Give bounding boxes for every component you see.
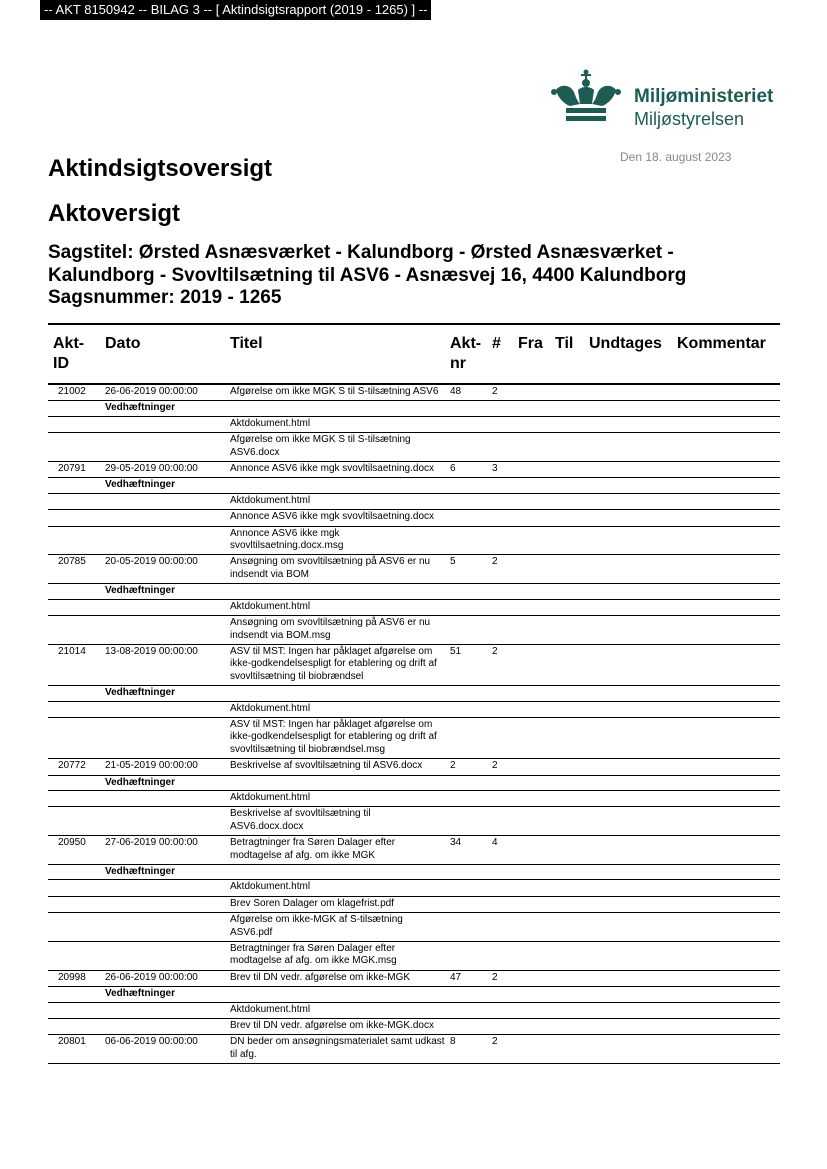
empty-cell	[445, 880, 487, 896]
empty-cell	[487, 717, 513, 758]
attachment-row	[48, 433, 780, 462]
attachment-name: ASV til MST: Ingen har påklaget afgørelse om ikke-godkendelsespligt for etablering og drift af svovltilsætning til biobrændsel.msg	[225, 717, 445, 758]
title-cell: Annonce ASV6 ikke mgk svovltilsaetning.docx	[225, 462, 445, 478]
empty-cell	[584, 462, 672, 478]
table-row	[48, 384, 780, 401]
count-cell: 2	[487, 644, 513, 685]
count-cell: 2	[487, 759, 513, 775]
empty-cell	[48, 896, 100, 912]
empty-cell	[584, 1002, 672, 1018]
empty-cell	[487, 807, 513, 836]
table-row	[48, 759, 780, 775]
empty-cell	[672, 717, 780, 758]
empty-cell	[584, 1019, 672, 1035]
table-row	[48, 970, 780, 986]
empty-cell	[550, 555, 584, 584]
attachments-header-row	[48, 584, 780, 599]
empty-cell	[48, 790, 100, 806]
empty-cell	[584, 701, 672, 717]
empty-cell	[487, 1002, 513, 1018]
akt-nr-cell: 6	[445, 462, 487, 478]
date-cell: 29-05-2019 00:00:00	[100, 462, 225, 478]
documents-table	[48, 323, 780, 1064]
empty-cell	[513, 433, 550, 462]
attachment-name: Aktdokument.html	[225, 493, 445, 509]
attachment-row	[48, 880, 780, 896]
empty-cell	[672, 896, 780, 912]
empty-cell	[550, 526, 584, 555]
attachment-row	[48, 616, 780, 645]
empty-cell	[48, 493, 100, 509]
empty-cell	[48, 616, 100, 645]
empty-cell	[445, 717, 487, 758]
table-row	[48, 1035, 780, 1064]
date-cell: 06-06-2019 00:00:00	[100, 1035, 225, 1064]
empty-cell	[550, 880, 584, 896]
empty-cell	[100, 701, 225, 717]
akt-nr-cell: 2	[445, 759, 487, 775]
empty-cell	[584, 616, 672, 645]
attachments-label: Vedhæftninger	[100, 686, 780, 701]
attachment-name: Aktdokument.html	[225, 416, 445, 432]
ministry-logo	[550, 68, 790, 138]
attachments-label: Vedhæftninger	[100, 478, 780, 493]
empty-cell	[672, 526, 780, 555]
attachment-name: Aktdokument.html	[225, 1002, 445, 1018]
empty-cell	[100, 807, 225, 836]
attachment-name: Aktdokument.html	[225, 880, 445, 896]
empty-cell	[584, 1035, 672, 1064]
empty-cell	[550, 599, 584, 615]
empty-cell	[513, 644, 550, 685]
attachments-label: Vedhæftninger	[100, 865, 780, 880]
empty-cell	[550, 836, 584, 865]
empty-cell	[550, 807, 584, 836]
empty-cell	[487, 510, 513, 526]
empty-cell	[445, 493, 487, 509]
empty-cell	[513, 1035, 550, 1064]
empty-cell	[672, 970, 780, 986]
empty-cell	[584, 555, 672, 584]
empty-cell	[550, 416, 584, 432]
empty-cell	[550, 896, 584, 912]
empty-cell	[445, 599, 487, 615]
col-kommentar: Kommentar	[677, 335, 766, 352]
empty-cell	[48, 1019, 100, 1035]
empty-cell	[487, 790, 513, 806]
empty-cell	[487, 493, 513, 509]
empty-cell	[100, 510, 225, 526]
attachment-row	[48, 599, 780, 615]
empty-cell	[48, 526, 100, 555]
empty-cell	[487, 433, 513, 462]
crown-icon	[550, 68, 622, 128]
empty-cell	[100, 717, 225, 758]
empty-cell	[445, 913, 487, 942]
page-subtitle: Aktoversigt	[48, 200, 181, 227]
attachment-name: Aktdokument.html	[225, 599, 445, 615]
case-stamp: -- AKT 8150942 -- BILAG 3 -- [ Aktindsigtsrapport (2019 - 1265) ] --	[40, 0, 431, 20]
empty-cell	[48, 701, 100, 717]
count-cell: 2	[487, 970, 513, 986]
empty-cell	[672, 462, 780, 478]
count-cell: 2	[487, 384, 513, 401]
attachments-label: Vedhæftninger	[100, 401, 780, 416]
count-cell: 2	[487, 555, 513, 584]
empty-cell	[672, 1019, 780, 1035]
empty-cell	[48, 686, 100, 701]
empty-cell	[100, 1019, 225, 1035]
table-row	[48, 644, 780, 685]
empty-cell	[445, 896, 487, 912]
empty-cell	[48, 865, 100, 880]
empty-cell	[48, 717, 100, 758]
attachment-row	[48, 1019, 780, 1035]
empty-cell	[550, 384, 584, 401]
empty-cell	[513, 836, 550, 865]
attachment-name: Brev Soren Dalager om klagefrist.pdf	[225, 896, 445, 912]
empty-cell	[550, 644, 584, 685]
empty-cell	[672, 433, 780, 462]
akt-id-cell: 20998	[48, 970, 100, 986]
empty-cell	[550, 759, 584, 775]
empty-cell	[672, 493, 780, 509]
akt-nr-cell: 48	[445, 384, 487, 401]
empty-cell	[445, 701, 487, 717]
empty-cell	[513, 701, 550, 717]
count-cell: 3	[487, 462, 513, 478]
empty-cell	[584, 836, 672, 865]
date-cell: 26-06-2019 00:00:00	[100, 384, 225, 401]
attachment-row	[48, 790, 780, 806]
empty-cell	[100, 526, 225, 555]
table-header	[48, 324, 780, 384]
attachment-row	[48, 701, 780, 717]
empty-cell	[487, 526, 513, 555]
akt-nr-cell: 8	[445, 1035, 487, 1064]
empty-cell	[513, 913, 550, 942]
title-cell: Betragtninger fra Søren Dalager efter modtagelse af afg. om ikke MGK	[225, 836, 445, 865]
empty-cell	[584, 942, 672, 971]
akt-id-cell: 20772	[48, 759, 100, 775]
empty-cell	[584, 433, 672, 462]
attachment-name: Annonce ASV6 ikke mgk svovltilsaetning.docx	[225, 510, 445, 526]
attachment-name: Brev til DN vedr. afgørelse om ikke-MGK.docx	[225, 1019, 445, 1035]
empty-cell	[672, 790, 780, 806]
attachment-row	[48, 416, 780, 432]
attachment-row	[48, 913, 780, 942]
count-cell: 4	[487, 836, 513, 865]
empty-cell	[672, 942, 780, 971]
case-title: Sagstitel: Ørsted Asnæsværket - Kalundborg - Ørsted Asnæsværket - Kalundborg - Svovltilsætning til ASV6 - Asnæsvej 16, 4400 Kalundborg	[48, 242, 687, 286]
case-number: Sagsnummer: 2019 - 1265	[48, 287, 282, 308]
empty-cell	[487, 1019, 513, 1035]
empty-cell	[513, 942, 550, 971]
empty-cell	[672, 1002, 780, 1018]
empty-cell	[100, 493, 225, 509]
col-fra: Fra	[518, 335, 543, 352]
title-cell: Brev til DN vedr. afgørelse om ikke-MGK	[225, 970, 445, 986]
akt-nr-cell: 51	[445, 644, 487, 685]
empty-cell	[48, 880, 100, 896]
empty-cell	[445, 416, 487, 432]
empty-cell	[584, 913, 672, 942]
attachments-label: Vedhæftninger	[100, 775, 780, 790]
attachments-label: Vedhæftninger	[100, 987, 780, 1002]
empty-cell	[584, 896, 672, 912]
empty-cell	[487, 942, 513, 971]
akt-id-cell: 20950	[48, 836, 100, 865]
empty-cell	[100, 880, 225, 896]
empty-cell	[584, 970, 672, 986]
empty-cell	[513, 462, 550, 478]
empty-cell	[584, 416, 672, 432]
empty-cell	[672, 510, 780, 526]
empty-cell	[672, 599, 780, 615]
empty-cell	[445, 510, 487, 526]
attachment-name: Afgørelse om ikke-MGK af S-tilsætning ASV6.pdf	[225, 913, 445, 942]
attachments-header-row	[48, 775, 780, 790]
empty-cell	[100, 942, 225, 971]
attachment-row	[48, 942, 780, 971]
empty-cell	[584, 880, 672, 896]
empty-cell	[550, 462, 584, 478]
empty-cell	[100, 913, 225, 942]
empty-cell	[550, 701, 584, 717]
attachment-row	[48, 1002, 780, 1018]
empty-cell	[550, 790, 584, 806]
empty-cell	[513, 759, 550, 775]
empty-cell	[487, 913, 513, 942]
col-til: Til	[555, 335, 574, 352]
empty-cell	[48, 584, 100, 599]
empty-cell	[513, 416, 550, 432]
empty-cell	[513, 790, 550, 806]
empty-cell	[487, 896, 513, 912]
empty-cell	[445, 526, 487, 555]
empty-cell	[445, 1019, 487, 1035]
col-dato: Dato	[105, 335, 141, 352]
empty-cell	[513, 599, 550, 615]
report-date: Den 18. august 2023	[620, 150, 732, 164]
col-titel: Titel	[230, 335, 263, 352]
empty-cell	[513, 1019, 550, 1035]
akt-nr-cell: 34	[445, 836, 487, 865]
attachments-header-row	[48, 987, 780, 1002]
akt-id-cell: 21002	[48, 384, 100, 401]
empty-cell	[48, 599, 100, 615]
empty-cell	[550, 1002, 584, 1018]
akt-id-cell: 21014	[48, 644, 100, 685]
empty-cell	[445, 433, 487, 462]
empty-cell	[487, 416, 513, 432]
empty-cell	[48, 1002, 100, 1018]
attachment-row	[48, 896, 780, 912]
empty-cell	[584, 644, 672, 685]
table-row	[48, 462, 780, 478]
empty-cell	[513, 616, 550, 645]
empty-cell	[48, 401, 100, 416]
col-akt-id: Akt-ID	[53, 335, 85, 372]
date-cell: 20-05-2019 00:00:00	[100, 555, 225, 584]
empty-cell	[584, 493, 672, 509]
empty-cell	[513, 510, 550, 526]
empty-cell	[584, 759, 672, 775]
empty-cell	[48, 433, 100, 462]
empty-cell	[672, 384, 780, 401]
attachments-header-row	[48, 478, 780, 493]
empty-cell	[550, 717, 584, 758]
empty-cell	[584, 510, 672, 526]
date-cell: 27-06-2019 00:00:00	[100, 836, 225, 865]
page-bottom-margin	[0, 1133, 827, 1169]
attachments-header-row	[48, 401, 780, 416]
empty-cell	[672, 1035, 780, 1064]
empty-cell	[550, 616, 584, 645]
empty-cell	[513, 526, 550, 555]
case-info	[48, 242, 748, 310]
attachment-name: Aktdokument.html	[225, 790, 445, 806]
empty-cell	[445, 942, 487, 971]
empty-cell	[550, 510, 584, 526]
col-undtages: Undtages	[589, 335, 662, 352]
akt-nr-cell: 47	[445, 970, 487, 986]
empty-cell	[513, 880, 550, 896]
attachment-name: Annonce ASV6 ikke mgk svovltilsaetning.docx.msg	[225, 526, 445, 555]
empty-cell	[513, 896, 550, 912]
akt-id-cell: 20791	[48, 462, 100, 478]
empty-cell	[584, 807, 672, 836]
empty-cell	[100, 433, 225, 462]
empty-cell	[550, 1035, 584, 1064]
attachment-row	[48, 526, 780, 555]
title-cell: Ansøgning om svovltilsætning på ASV6 er nu indsendt via BOM	[225, 555, 445, 584]
logo-ministry-name: Miljøministeriet	[634, 86, 774, 107]
attachment-name: Afgørelse om ikke MGK S til S-tilsætning ASV6.docx	[225, 433, 445, 462]
empty-cell	[513, 493, 550, 509]
empty-cell	[48, 416, 100, 432]
empty-cell	[672, 616, 780, 645]
attachment-row	[48, 510, 780, 526]
empty-cell	[672, 880, 780, 896]
empty-cell	[672, 701, 780, 717]
empty-cell	[672, 807, 780, 836]
attachment-row	[48, 493, 780, 509]
empty-cell	[513, 1002, 550, 1018]
empty-cell	[672, 555, 780, 584]
count-cell: 2	[487, 1035, 513, 1064]
empty-cell	[550, 433, 584, 462]
empty-cell	[672, 913, 780, 942]
empty-cell	[584, 790, 672, 806]
empty-cell	[550, 493, 584, 509]
empty-cell	[445, 790, 487, 806]
empty-cell	[487, 599, 513, 615]
empty-cell	[445, 807, 487, 836]
empty-cell	[584, 526, 672, 555]
title-cell: Afgørelse om ikke MGK S til S-tilsætning ASV6	[225, 384, 445, 401]
empty-cell	[672, 644, 780, 685]
date-cell: 26-06-2019 00:00:00	[100, 970, 225, 986]
empty-cell	[100, 896, 225, 912]
page-title: Aktindsigtsoversigt	[48, 155, 273, 182]
empty-cell	[48, 942, 100, 971]
attachments-header-row	[48, 686, 780, 701]
attachment-name: Betragtninger fra Søren Dalager efter modtagelse af afg. om ikke MGK.msg	[225, 942, 445, 971]
empty-cell	[445, 1002, 487, 1018]
empty-cell	[513, 807, 550, 836]
akt-nr-cell: 5	[445, 555, 487, 584]
empty-cell	[100, 790, 225, 806]
date-cell: 13-08-2019 00:00:00	[100, 644, 225, 685]
empty-cell	[513, 555, 550, 584]
empty-cell	[584, 717, 672, 758]
title-cell: ASV til MST: Ingen har påklaget afgørelse om ikke-godkendelsespligt for etablering og drift af svovltilsætning til biobrændsel	[225, 644, 445, 685]
akt-id-cell: 20785	[48, 555, 100, 584]
empty-cell	[550, 1019, 584, 1035]
empty-cell	[513, 717, 550, 758]
table-row	[48, 555, 780, 584]
empty-cell	[100, 599, 225, 615]
empty-cell	[672, 416, 780, 432]
empty-cell	[513, 384, 550, 401]
empty-cell	[584, 599, 672, 615]
empty-cell	[487, 701, 513, 717]
empty-cell	[513, 970, 550, 986]
attachment-row	[48, 717, 780, 758]
empty-cell	[445, 616, 487, 645]
empty-cell	[48, 775, 100, 790]
empty-cell	[100, 616, 225, 645]
empty-cell	[672, 836, 780, 865]
empty-cell	[672, 759, 780, 775]
empty-cell	[550, 913, 584, 942]
empty-cell	[48, 807, 100, 836]
logo-agency-name: Miljøstyrelsen	[634, 109, 745, 129]
attachments-header-row	[48, 865, 780, 880]
title-cell: DN beder om ansøgningsmaterialet samt udkast til afg.	[225, 1035, 445, 1064]
attachments-label: Vedhæftninger	[100, 584, 780, 599]
date-cell: 21-05-2019 00:00:00	[100, 759, 225, 775]
attachment-name: Beskrivelse af svovltilsætning til ASV6.docx.docx	[225, 807, 445, 836]
attachment-row	[48, 807, 780, 836]
col-count: #	[492, 335, 501, 352]
title-cell: Beskrivelse af svovltilsætning til ASV6.docx	[225, 759, 445, 775]
empty-cell	[584, 384, 672, 401]
empty-cell	[48, 987, 100, 1002]
empty-cell	[487, 616, 513, 645]
empty-cell	[100, 1002, 225, 1018]
table-row	[48, 836, 780, 865]
empty-cell	[550, 942, 584, 971]
akt-id-cell: 20801	[48, 1035, 100, 1064]
attachment-name: Ansøgning om svovltilsætning på ASV6 er nu indsendt via BOM.msg	[225, 616, 445, 645]
attachment-name: Aktdokument.html	[225, 701, 445, 717]
col-akt-nr: Akt-nr	[450, 335, 482, 372]
empty-cell	[48, 913, 100, 942]
empty-cell	[550, 970, 584, 986]
empty-cell	[487, 880, 513, 896]
empty-cell	[100, 416, 225, 432]
empty-cell	[48, 510, 100, 526]
empty-cell	[48, 478, 100, 493]
